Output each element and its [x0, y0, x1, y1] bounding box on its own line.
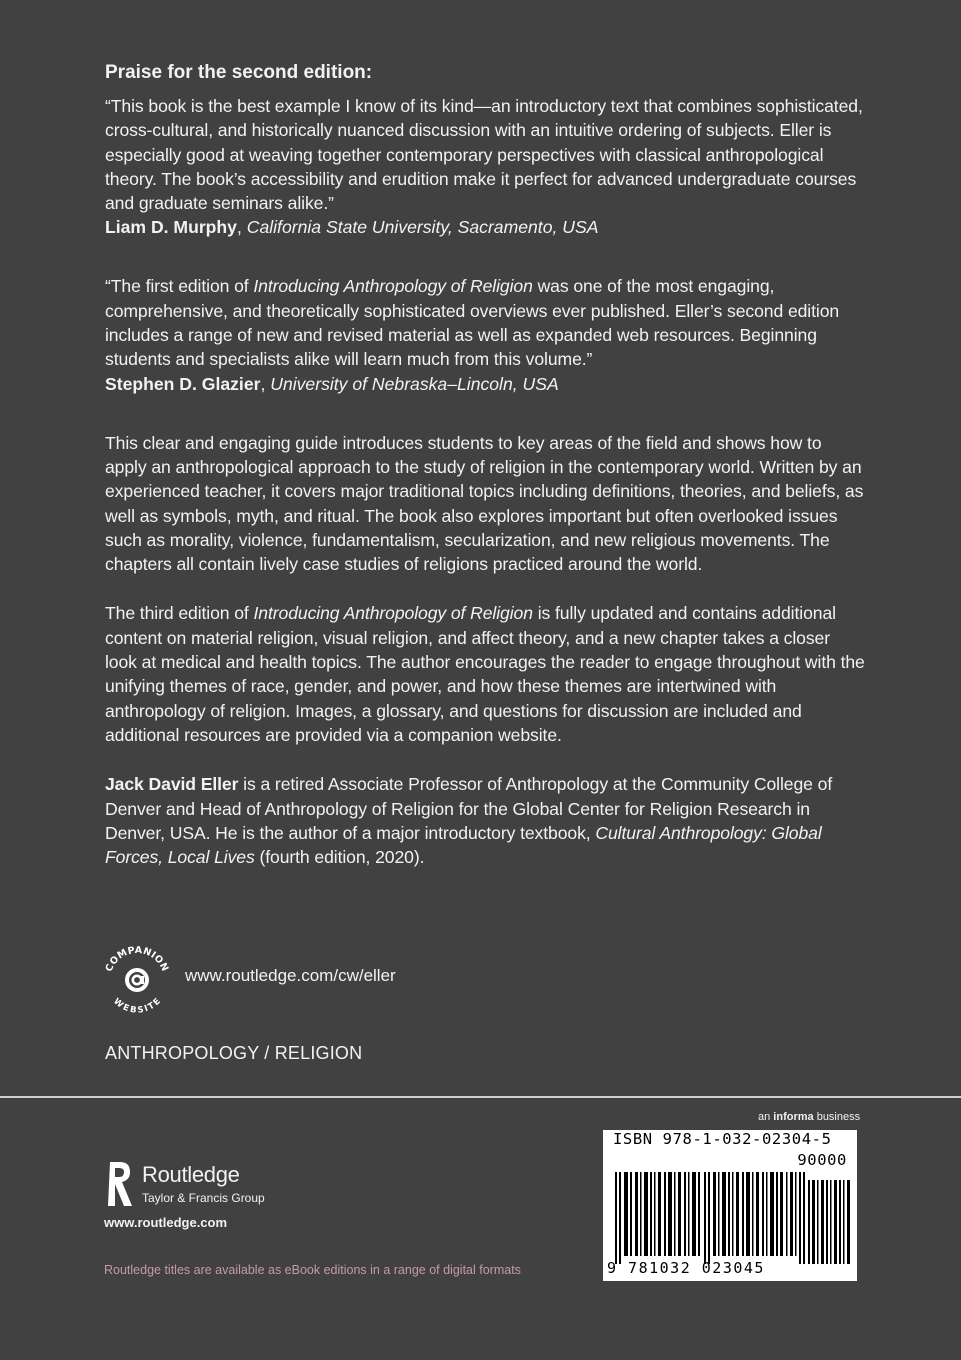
quote-1: “This book is the best example I know of its kind—an introductory text that combines sophisticated, cross-cultural, and historically nuanced discussion with an intuitive ordering of subjects. Eller is especially good at weaving together contemporary perspectives with classical anthropological theory. The book’s accessibility and erudition make it perfect for advanced undergraduate courses and graduate seminars alike.” [105, 96, 863, 214]
description-paragraph-2: The third edition of Introducing Anthropology of Religion is fully updated and contains additional content on material religion, visual religion, and affect theory, and a new chapter takes a closer look at medical and health topics. The author encourages the reader to engage throughout with the unifying themes of race, gender, and power, and how these themes are intertwined with anthropology of religion. Images, a glossary, and questions for discussion are included and additional resources are provided via a companion website. [105, 603, 865, 745]
quote-1-author: Liam D. Murphy [105, 217, 237, 238]
routledge-logo-text: ROUTLEDGE [102, 1157, 108, 1186]
companion-website-icon [102, 945, 172, 1015]
publisher-name: Routledge [142, 1162, 240, 1187]
praise-heading: Praise for the second edition: [105, 62, 373, 83]
author-name: Jack David Eller [105, 774, 239, 795]
isbn-number: ISBN 978-1-032-02304-5 [613, 1130, 832, 1148]
back-cover-text [105, 62, 865, 869]
companion-url[interactable]: www.routledge.com/cw/eller [185, 966, 396, 985]
subject-category: ANTHROPOLOGY / RELIGION [105, 1043, 363, 1063]
publisher-group: Taylor & Francis Group [142, 1191, 265, 1205]
quote-1-affiliation: California State University, Sacramento, USA [246, 217, 599, 238]
companion-badge-top: COMPANION [103, 945, 171, 974]
author-other-book: Cultural Anthropology: Global Forces, Local Lives [105, 822, 822, 868]
quote-2-author: Stephen D. Glazier [105, 373, 261, 394]
quote-1-attribution: Liam D. Murphy, California State University, Sacramento, USA [105, 217, 599, 238]
barcode-digits: 9 781032 023045 [607, 1259, 765, 1277]
quote-2-affiliation: University of Nebraska–Lincoln, USA [270, 373, 559, 394]
description-paragraph-1: This clear and engaging guide introduces students to key areas of the field and shows how to apply an anthropological approach to the study of religion in the contemporary world. Written by an experienced teacher, it covers major traditional topics including definitions, theories, and beliefs, as well as symbols, myth, and ritual. The book also explores important but often overlooked issues such as morality, violence, fundamentalism, secularization, and new religious movements. The chapters all contain lively case studies of religions practiced around the world. [105, 432, 864, 575]
svg-text:WEBSITE [111, 996, 163, 1015]
isbn-barcode [603, 1130, 857, 1281]
barcode-bars-addon [808, 1172, 852, 1264]
ebook-note: Routledge titles are available as eBook editions in a range of digital formats [104, 1263, 521, 1277]
routledge-logo-icon [102, 1157, 134, 1208]
divider-line [0, 1096, 961, 1098]
quote-2-attribution: Stephen D. Glazier, University of Nebraska–Lincoln, USA [105, 373, 559, 394]
author-bio: Jack David Eller is a retired Associate Professor of Anthropology at the Community College of Denver and Head of Anthropology of Religion for the Global Center for Religion Research in Denver, USA. He is the author of a major introductory textbook, Cultural Anthropology: Global Forces, Local Lives (fourth edition, 2020). [105, 774, 833, 868]
quote-2: “The first edition of Introducing Anthropology of Religion was one of the most engaging, comprehensive, and theoretically sophisticated overviews ever published. Eller’s second edition includes a range of new and revised material as well as expanded web resources. Beginning students and specialists alike will learn much from this volume.” [105, 276, 840, 370]
companion-badge-bottom: WEBSITE [111, 996, 164, 1015]
price-code: 90000 [797, 1151, 847, 1169]
quote-2-book-title: Introducing Anthropology of Religion [253, 276, 533, 297]
publisher-url[interactable]: www.routledge.com [104, 1215, 228, 1230]
barcode-bars-main [615, 1172, 805, 1264]
description-book-title: Introducing Anthropology of Religion [253, 603, 533, 624]
informa-tagline: an informa business [758, 1111, 861, 1123]
